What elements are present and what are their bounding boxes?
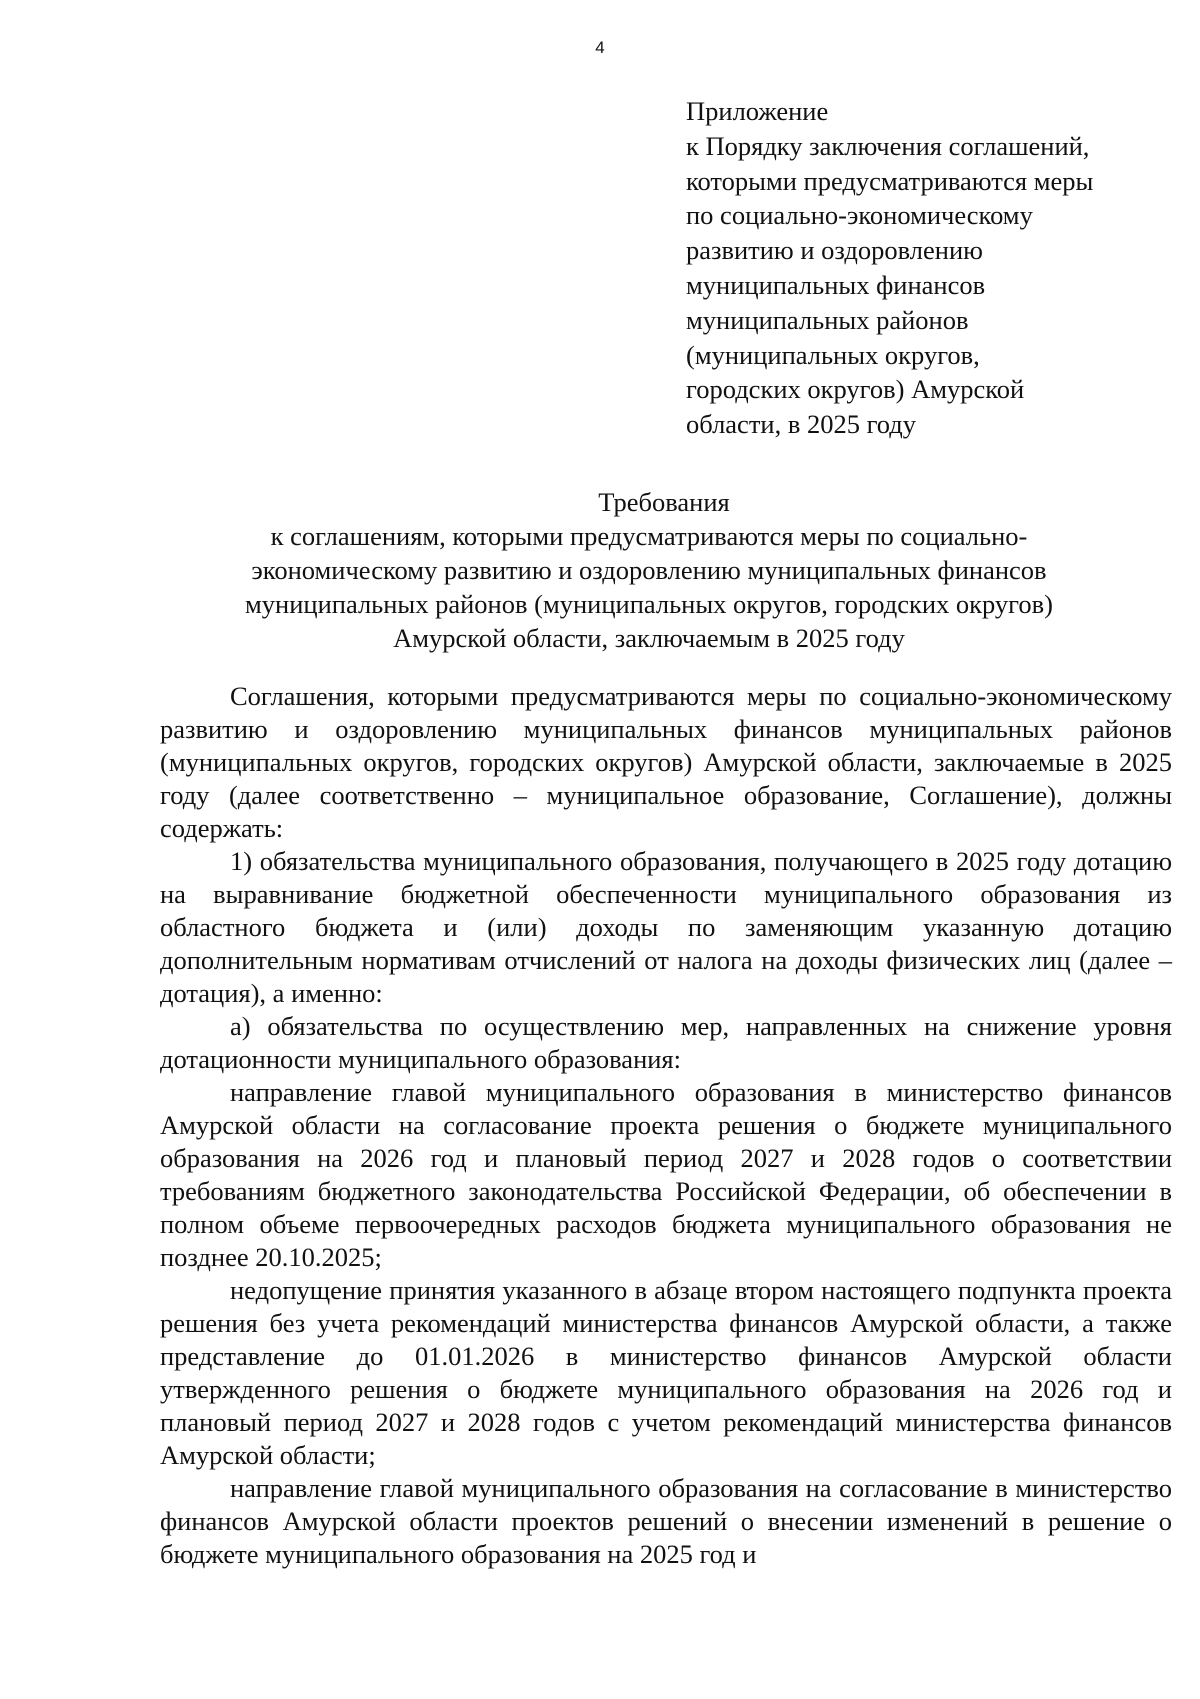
appendix-line: Приложение <box>686 96 829 126</box>
appendix-line: (муниципальных округов, <box>686 339 980 370</box>
document-heading <box>0 485 1200 655</box>
appendix-line: муниципальных районов <box>686 304 969 335</box>
document-title: Требования <box>598 487 730 517</box>
appendix-line: городских округов) Амурской <box>686 374 1025 405</box>
appendix-line: развитию и оздоровлению <box>686 235 983 266</box>
heading-line: Амурской области, заключаемым в 2025 году <box>393 623 905 653</box>
page-number: 4 <box>595 38 605 57</box>
paragraph: направление главой муниципального образования на согласование в министерство финансов Амурской области проектов решений о внесении изменений в решение о бюджете муниципального образования на 2025 год и <box>160 1473 1172 1569</box>
paragraph: недопущение принятия указанного в абзаце втором настоящего подпункта проекта решения без учета рекомендаций министерства финансов Амурской области, а также представление до 01.01.2026 в министерство финансов Амурской области утвержденного решения о бюджете муниципального образования на 2026 год и плановый период 2027 и 2028 годов с учетом рекомендаций министерства финансов Амурской области; <box>160 1275 1172 1470</box>
appendix-line: муниципальных финансов <box>686 269 986 300</box>
paragraph-item-1: 1) обязательства муниципального образования, получающего в 2025 году дотацию на выравнивание бюджетной обеспеченности муниципального образования из областного бюджета и (или) доходы по заменяющим указанную дотацию дополнительным нормативам отчислений от налога на доходы физических лиц (далее – дотация), а именно: <box>160 846 1172 1008</box>
document-body <box>160 680 1172 1571</box>
heading-line: муниципальных районов (муниципальных округов, городских округов) <box>245 589 1053 619</box>
appendix-line: по социально-экономическому <box>686 200 1033 231</box>
paragraph: направление главой муниципального образования в министерство финансов Амурской области на согласование проекта решения о бюджете муниципального образования на 2026 год и плановый период 2027 и 2028 годов о соответствии требованиям бюджетного законодательства Российской Федерации, об обеспечении в полном объеме первоочередных расходов бюджета муниципального образования не позднее 20.10.2025; <box>160 1077 1172 1272</box>
appendix-line: которыми предусматриваются меры <box>686 165 1094 196</box>
appendix-note <box>686 94 1156 442</box>
appendix-line: области, в 2025 году <box>686 409 917 440</box>
heading-line: экономическому развитию и оздоровлению муниципальных финансов <box>251 555 1047 585</box>
appendix-line: к Порядку заключения соглашений, <box>686 130 1090 161</box>
paragraph-intro: Соглашения, которыми предусматриваются меры по социально-экономическому развитию и оздоровлению муниципальных финансов муниципальных районов (муниципальных округов, городских округов) Амурской области, заключаемые в 2025 году (далее соответственно – муниципальное образование, Соглашение), должны содержать: <box>160 681 1172 843</box>
heading-line: к соглашениям, которыми предусматриваются меры по социально- <box>270 521 1028 551</box>
paragraph-subitem-a: а) обязательства по осуществлению мер, направленных на снижение уровня дотационности муниципального образования: <box>160 1011 1172 1074</box>
